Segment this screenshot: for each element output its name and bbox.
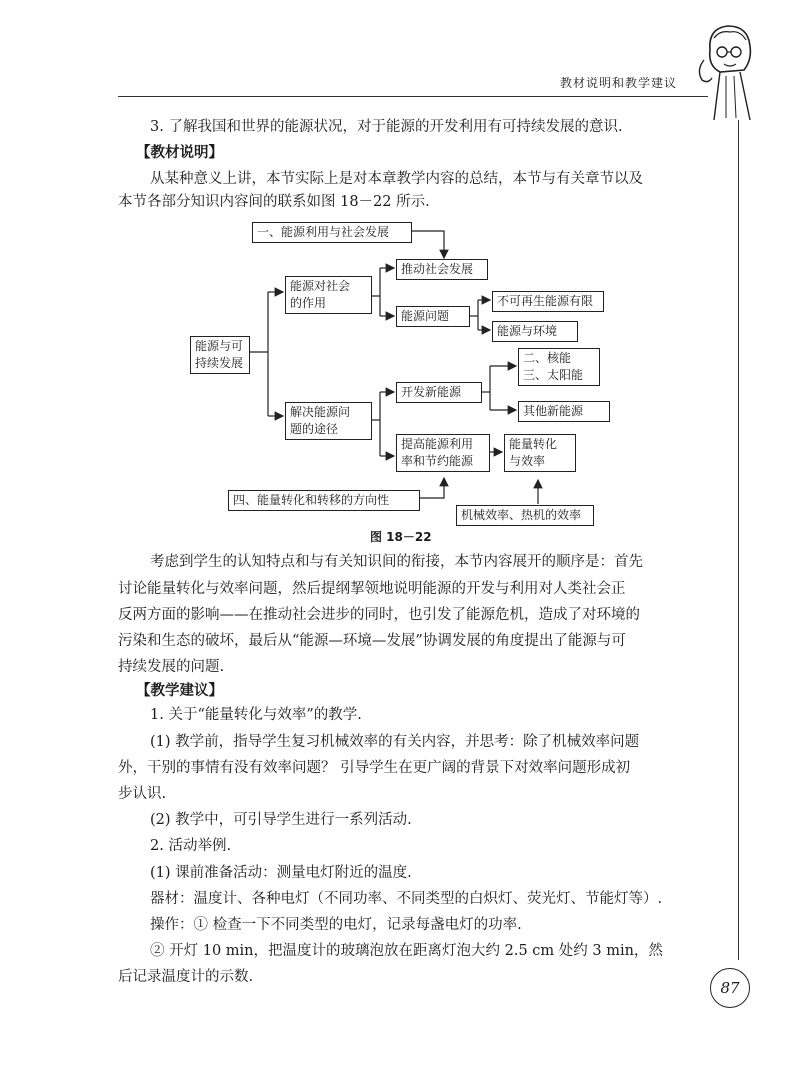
node-energy-role — [285, 276, 372, 314]
paragraph-line: 步认识. — [118, 786, 167, 802]
node-mechanical-efficiency: 机械效率、热机的效率 — [456, 505, 594, 526]
paragraph-line: 器材：温度计、各种电灯（不同功率、不同类型的白炽灯、荧光灯、节能灯等）. — [150, 891, 663, 907]
section-heading-suggestions: 【教学建议】 — [136, 683, 223, 699]
node-energy-conversion — [504, 434, 576, 472]
paragraph-line: ② 开灯 10 min，把温度计的玻璃泡放在距离灯泡大约 2.5 cm 处约 3 min，然 — [150, 943, 663, 959]
node-root-line: 能源与可 — [195, 339, 244, 353]
node-conversion-line: 与效率 — [509, 454, 546, 468]
section-heading-explanation: 【教材说明】 — [136, 145, 223, 161]
node-improve-efficiency — [396, 434, 490, 472]
node-energy-role-line: 能源对社会 — [290, 279, 351, 293]
paragraph-line: 反两方面的影响——在推动社会进步的同时，也引发了能源危机，造成了对环境的 — [118, 607, 640, 623]
page-number: 87 — [710, 968, 750, 1008]
paragraph-line: 本节各部分知识内容间的联系如图 18－22 所示. — [118, 194, 430, 210]
node-nonrenewable: 不可再生能源有限 — [492, 291, 604, 312]
node-develop-new-energy: 开发新能源 — [396, 382, 482, 403]
paragraph-line: 2. 活动举例. — [150, 838, 232, 854]
paragraph-line: 持续发展的问题. — [118, 659, 225, 675]
node-other-new-energy: 其他新能源 — [518, 401, 610, 422]
node-nuclear-solar — [518, 348, 600, 386]
node-energy-role-line: 的作用 — [290, 296, 327, 310]
paragraph-line: (2) 教学中，可引导学生进行一系列活动. — [150, 812, 412, 828]
node-promote-society: 推动社会发展 — [396, 259, 488, 280]
node-nuclear-line: 二、核能 — [523, 351, 572, 365]
paragraph-line: 污染和生态的破坏，最后从“能源—环境—发展”协调发展的角度提出了能源与可 — [118, 633, 626, 649]
node-social-development: 一、能源利用与社会发展 — [252, 222, 412, 243]
paragraph-line: (1) 课前准备活动：测量电灯附近的温度. — [150, 865, 412, 881]
node-solve-problems-line: 题的途径 — [290, 422, 339, 436]
node-energy-environment: 能源与环境 — [492, 321, 578, 342]
paragraph-line: 考虑到学生的认知特点和与有关知识间的衔接，本节内容展开的顺序是：首先 — [150, 554, 643, 570]
paragraph-line: 讨论能量转化与效率问题，然后提纲挈领地说明能源的开发与利用对人类社会正 — [118, 581, 626, 597]
figure-caption: 图 18－22 — [370, 530, 432, 544]
node-conversion-line: 能量转化 — [509, 437, 558, 451]
node-improve-line: 率和节约能源 — [401, 454, 474, 468]
intro-item-3: 3. 了解我国和世界的能源状况，对于能源的开发利用有可持续发展的意识. — [150, 119, 623, 135]
node-energy-problems: 能源问题 — [396, 306, 470, 327]
node-root-line: 持续发展 — [195, 356, 244, 370]
header-title: 教材说明和教学建议 — [560, 76, 678, 90]
paragraph-line: 从某种意义上讲，本节实际上是对本章教学内容的总结，本节与有关章节以及 — [150, 171, 643, 187]
paragraph-line: 外，干别的事情有没有效率问题？ 引导学生在更广阔的背景下对效率问题形成初 — [118, 760, 631, 776]
paragraph-line: 1. 关于“能量转化与效率”的教学. — [150, 707, 362, 723]
node-root — [190, 336, 250, 374]
node-solve-problems-line: 解决能源问 — [290, 405, 351, 419]
paragraph-line: 操作：① 检查一下不同类型的电灯，记录每盏电灯的功率. — [150, 917, 522, 933]
paragraph-line: 后记录温度计的示数. — [118, 969, 254, 985]
node-improve-line: 提高能源利用 — [401, 437, 474, 451]
paragraph-line: (1) 教学前，指导学生复习机械效率的有关内容，并思考：除了机械效率问题 — [150, 734, 640, 750]
node-direction: 四、能量转化和转移的方向性 — [228, 490, 420, 511]
node-solve-problems — [285, 402, 372, 440]
node-solar-line: 三、太阳能 — [523, 368, 584, 382]
